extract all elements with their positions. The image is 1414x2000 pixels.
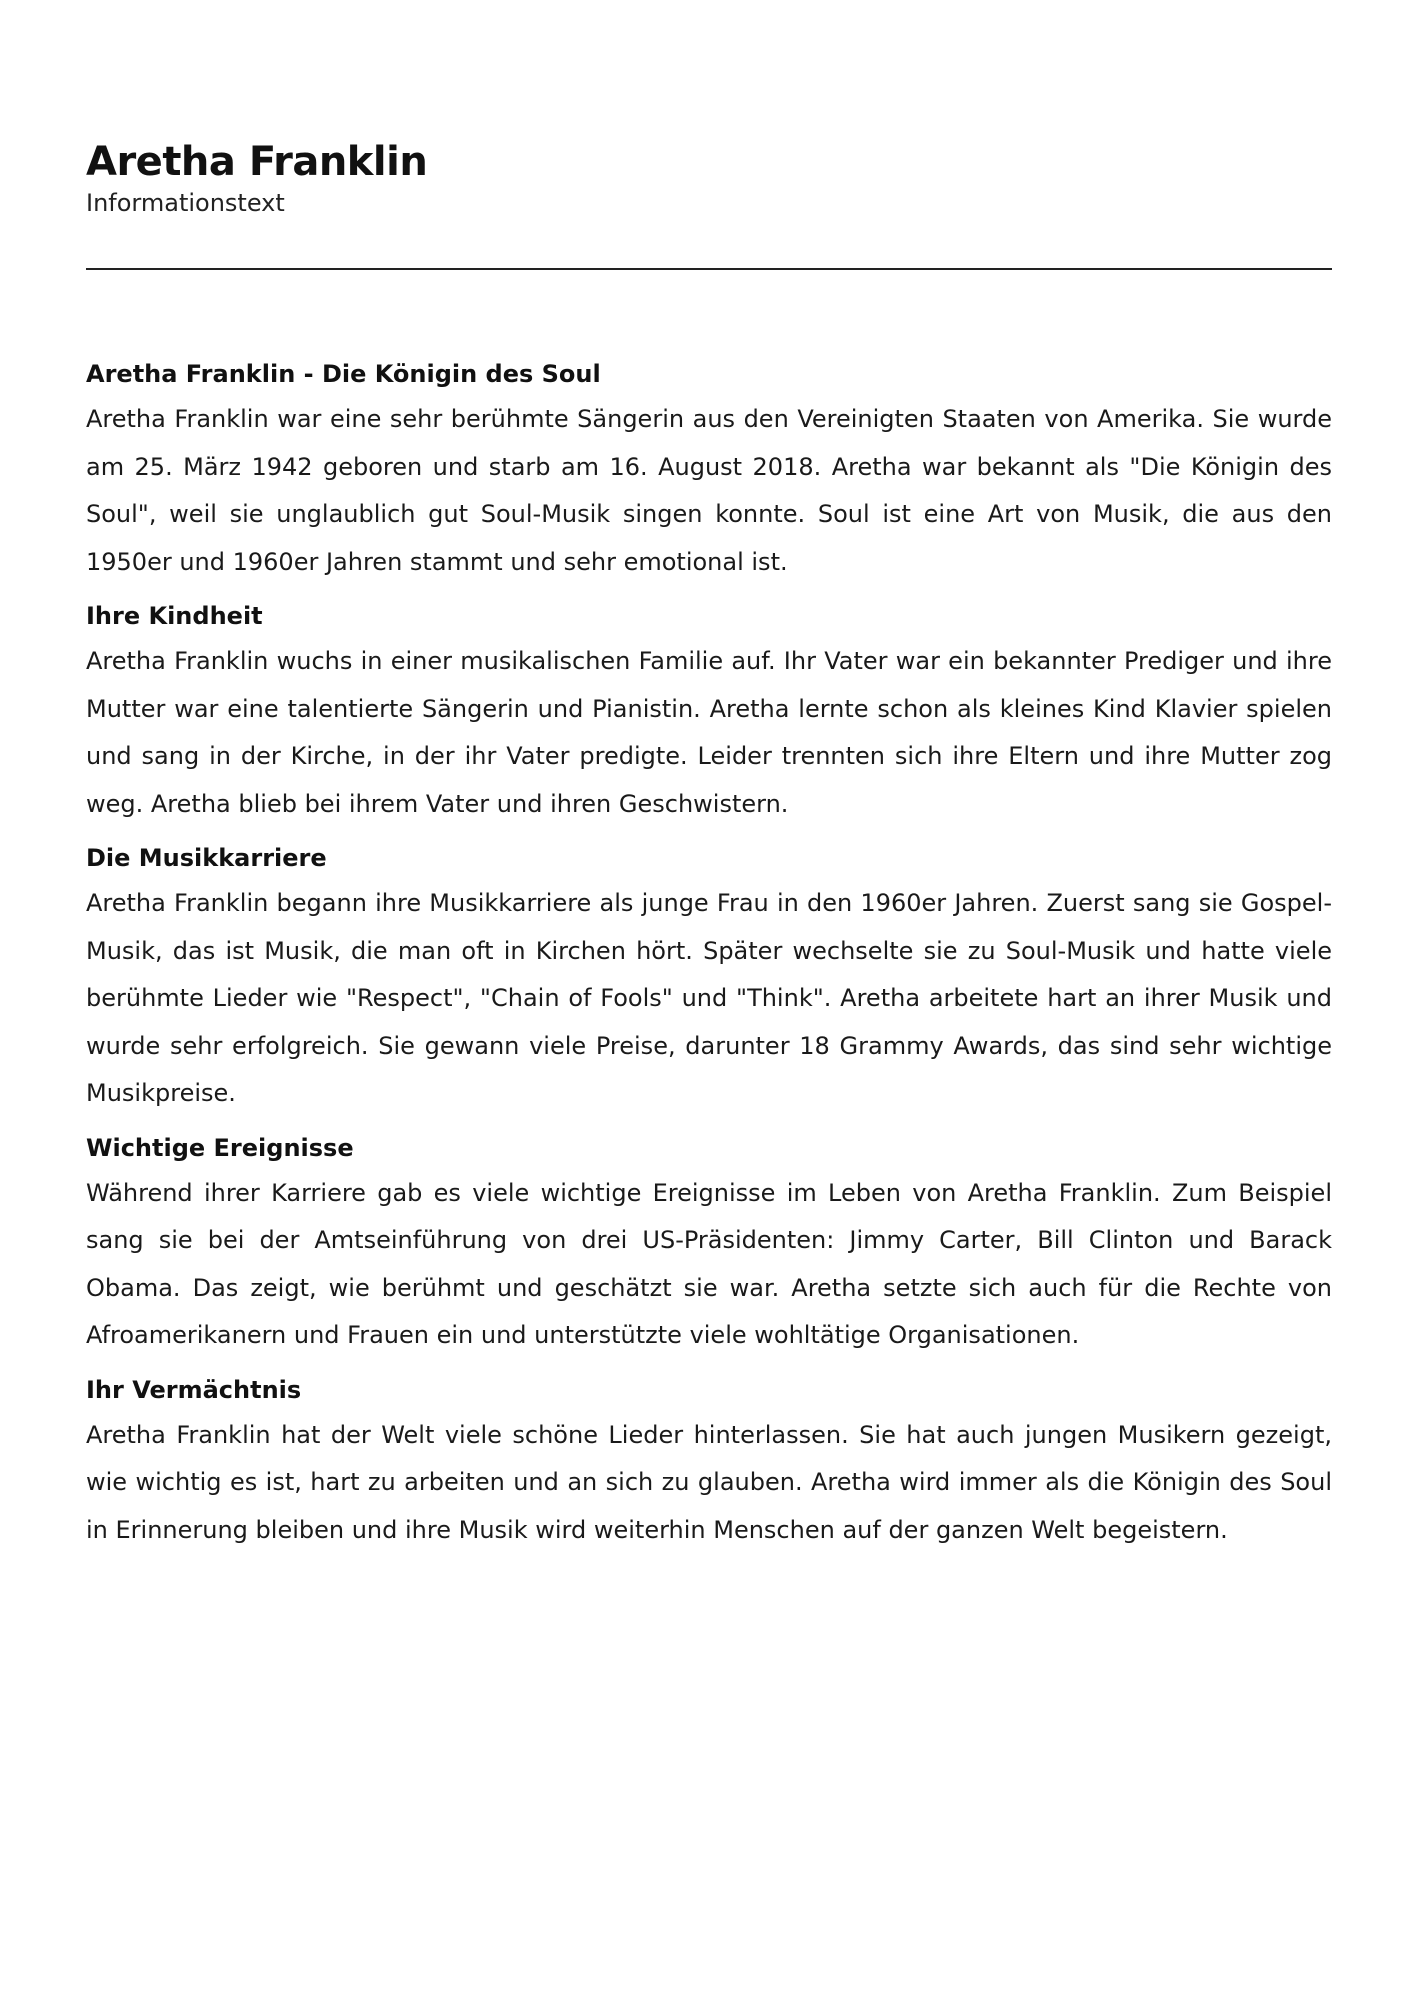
section-heading: Ihr Vermächtnis	[86, 1375, 302, 1404]
section-body: Während ihrer Karriere gab es viele wichtige Ereignisse im Leben von Aretha Franklin. Zum Beispiel sang sie bei der Amtseinführung von drei US-Präsidenten: Jimmy Carter, Bill Clinton und Barack Obama. Das zeigt, wie berühmt und geschätzt sie war. Aretha setzte sich auch für die Rechte von Afroamerikanern und Frauen ein und unterstützte viele wohltätige Organisationen.	[86, 1178, 1332, 1349]
section-body: Aretha Franklin hat der Welt viele schöne Lieder hinterlassen. Sie hat auch jungen Musikern gezeigt, wie wichtig es ist, hart zu arbeiten und an sich zu glauben. Aretha wird immer als die Königin des Soul in Erinnerung bleiben und ihre Musik wird weiterhin Menschen auf der ganzen Welt begeistern.	[86, 1420, 1332, 1544]
section-koenigin-des-soul	[86, 356, 1332, 586]
section-heading: Wichtige Ereignisse	[86, 1133, 354, 1162]
section-kindheit	[86, 598, 1332, 828]
section-heading: Aretha Franklin - Die Königin des Soul	[86, 360, 601, 388]
document-content	[86, 356, 1332, 1566]
header-divider	[86, 268, 1332, 270]
section-heading: Die Musikkarriere	[86, 844, 327, 872]
page-title: Aretha Franklin	[86, 139, 428, 185]
section-wichtige-ereignisse	[86, 1130, 1332, 1360]
section-musikkarriere	[86, 840, 1332, 1118]
section-heading: Ihre Kindheit	[86, 602, 263, 630]
page-subtitle: Informationstext	[86, 189, 285, 217]
document-page	[86, 138, 1332, 1544]
section-vermaechtnis	[86, 1372, 1332, 1555]
section-body: Aretha Franklin war eine sehr berühmte Sängerin aus den Vereinigten Staaten von Amerika. Sie wurde am 25. März 1942 geboren und starb am 16. August 2018. Aretha war bekannt als "Die Königin des Soul", weil sie unglaublich gut Soul-Musik singen konnte. Soul ist eine Art von Musik, die aus den 1950er und 1960er Jahren stammt und sehr emotional ist.	[86, 405, 1332, 576]
section-body: Aretha Franklin begann ihre Musikkarriere als junge Frau in den 1960er Jahren. Zuerst sang sie Gospel-Musik, das ist Musik, die man oft in Kirchen hört. Später wechselte sie zu Soul-Musik und hatte viele berühmte Lieder wie "Respect", "Chain of Fools" und "Think". Aretha arbeitete hart an ihrer Musik und wurde sehr erfolgreich. Sie gewann viele Preise, darunter 18 Grammy Awards, das sind sehr wichtige Musikpreise.	[86, 889, 1332, 1107]
section-body: Aretha Franklin wuchs in einer musikalischen Familie auf. Ihr Vater war ein bekannter Prediger und ihre Mutter war eine talentierte Sängerin und Pianistin. Aretha lernte schon als kleines Kind Klavier spielen und sang in der Kirche, in der ihr Vater predigte. Leider trennten sich ihre Eltern und ihre Mutter zog weg. Aretha blieb bei ihrem Vater und ihren Geschwistern.	[86, 647, 1332, 818]
